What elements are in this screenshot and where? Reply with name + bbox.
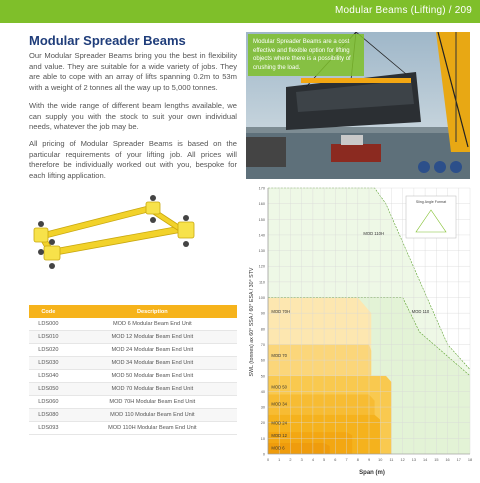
- x-tick-label: 9: [367, 458, 371, 462]
- y-tick-label: 10: [260, 436, 265, 441]
- x-tick-label: 8: [356, 458, 359, 462]
- code-cell: LDS000: [29, 318, 68, 331]
- x-tick-label: 10: [378, 458, 383, 462]
- description-cell: MOD 6 Modular Beam End Unit: [68, 318, 237, 331]
- x-tick-label: 18: [467, 458, 473, 462]
- x-tick-label: 13: [411, 458, 417, 462]
- x-tick-label: 6: [334, 458, 337, 462]
- section-heading: Modular Spreader Beams: [29, 33, 186, 48]
- x-tick-label: 4: [311, 458, 314, 462]
- y-tick-label: 160: [258, 202, 265, 207]
- y-tick-label: 110: [258, 280, 265, 285]
- x-tick-label: 3: [300, 458, 303, 462]
- page-header-title: Modular Beams (Lifting) / 209: [335, 5, 472, 16]
- table-row: [29, 370, 237, 383]
- table-row: [29, 409, 237, 422]
- table-row: [29, 383, 237, 396]
- y-tick-label: 20: [260, 421, 265, 426]
- description-cell: MOD 24 Modular Beam End Unit: [68, 344, 237, 357]
- x-tick-label: 1: [278, 458, 281, 462]
- x-tick-label: 7: [345, 458, 348, 462]
- series-label-mod-6: MOD 6: [271, 445, 285, 451]
- code-column-header: Code: [29, 305, 68, 318]
- x-tick-label: 15: [434, 458, 439, 462]
- x-tick-label: 11: [389, 458, 394, 462]
- chart-y-axis-label: SWL (tonnes) ax 60° SSA / 60° ESA / 30° STV: [249, 267, 255, 377]
- lifting-photo: [246, 32, 470, 179]
- y-tick-label: 60: [260, 358, 265, 363]
- table-row: [29, 344, 237, 357]
- description-cell: MOD 12 Modular Beam End Unit: [68, 331, 237, 344]
- description-cell: MOD 110 Modular Beam End Unit: [68, 409, 237, 422]
- y-tick-label: 120: [258, 264, 265, 269]
- range-paragraph: With the wide range of different beam lengths available, we can supply you with the stock to suit your own individual needs, whatever the job may be.: [29, 101, 237, 132]
- y-tick-label: 70: [260, 342, 265, 347]
- series-label-mod-110: MOD 110: [411, 309, 430, 315]
- code-cell: LDS040: [29, 370, 68, 383]
- code-cell: LDS093: [29, 422, 68, 435]
- code-cell: LDS060: [29, 396, 68, 409]
- description-column-header: Description: [68, 305, 237, 318]
- table-row: [29, 331, 237, 344]
- y-tick-label: 50: [260, 374, 265, 379]
- capacity-chart: [244, 182, 476, 478]
- header-bar: [0, 0, 480, 23]
- photo-caption: Modular Spreader Beams are a cost effective and flexible option for lifting objects where there is a possibility of crushing the load.: [248, 34, 364, 76]
- code-cell: LDS020: [29, 344, 68, 357]
- y-tick-label: 90: [260, 311, 265, 316]
- table-row: [29, 318, 237, 331]
- y-tick-label: 80: [260, 327, 265, 332]
- code-cell: LDS080: [29, 409, 68, 422]
- description-cell: MOD 34 Modular Beam End Unit: [68, 357, 237, 370]
- y-tick-label: 150: [258, 217, 265, 222]
- table-row: [29, 357, 237, 370]
- chart-x-axis-label: Span (m): [359, 470, 385, 476]
- x-tick-label: 12: [400, 458, 405, 462]
- pricing-paragraph: All pricing of Modular Spreader Beams is based on the particular requirements of your lifting job. All prices will therefore be individually worked out with you, bespoke for each lifting application.: [29, 139, 237, 180]
- series-label-mod-110h: MOD 110H: [363, 230, 385, 236]
- series-label-mod-34: MOD 34: [271, 401, 287, 407]
- description-cell: MOD 70 Modular Beam End Unit: [68, 383, 237, 396]
- description-cell: MOD 50 Modular Beam End Unit: [68, 370, 237, 383]
- x-tick-label: 0: [266, 458, 270, 462]
- x-tick-label: 5: [323, 458, 326, 462]
- description-cell: MOD 110H Modular Beam End Unit: [68, 422, 237, 435]
- y-tick-label: 40: [260, 389, 265, 394]
- y-tick-label: 140: [258, 233, 265, 238]
- series-label-mod-12: MOD 12: [271, 432, 287, 438]
- y-tick-label: 0: [262, 452, 265, 457]
- series-label-mod-50: MOD 50: [271, 384, 287, 390]
- x-tick-label: 16: [445, 458, 450, 462]
- intro-paragraph: Our Modular Spreader Beams bring you the best in flexibility and value. They are suitable for a wide variety of jobs. They are able to cope with an array of lifts spanning 0.2m to 53m with a weight of 2 tonnes all the way up to 5,000 tonnes.: [29, 51, 237, 92]
- beam-code-table: [29, 305, 237, 435]
- x-tick-label: 14: [422, 458, 428, 462]
- x-tick-label: 17: [456, 458, 461, 462]
- code-cell: LDS050: [29, 383, 68, 396]
- y-tick-label: 170: [258, 186, 265, 191]
- code-cell: LDS010: [29, 331, 68, 344]
- y-tick-label: 130: [258, 249, 265, 254]
- y-tick-label: 30: [260, 405, 265, 410]
- code-cell: LDS030: [29, 357, 68, 370]
- series-label-mod-70h: MOD 70H: [271, 309, 290, 315]
- table-row: [29, 422, 237, 435]
- y-tick-label: 100: [258, 296, 265, 301]
- series-label-mod-24: MOD 24: [271, 420, 287, 426]
- description-cell: MOD 70H Modular Beam End Unit: [68, 396, 237, 409]
- x-tick-label: 2: [289, 458, 292, 462]
- sling-angle-legend-title: Sling Angle Format: [415, 200, 447, 204]
- table-row: [29, 396, 237, 409]
- capacity-chart-svg: [244, 182, 476, 478]
- series-label-mod-70: MOD 70: [271, 352, 287, 358]
- spreader-beam-illustration: [28, 186, 238, 276]
